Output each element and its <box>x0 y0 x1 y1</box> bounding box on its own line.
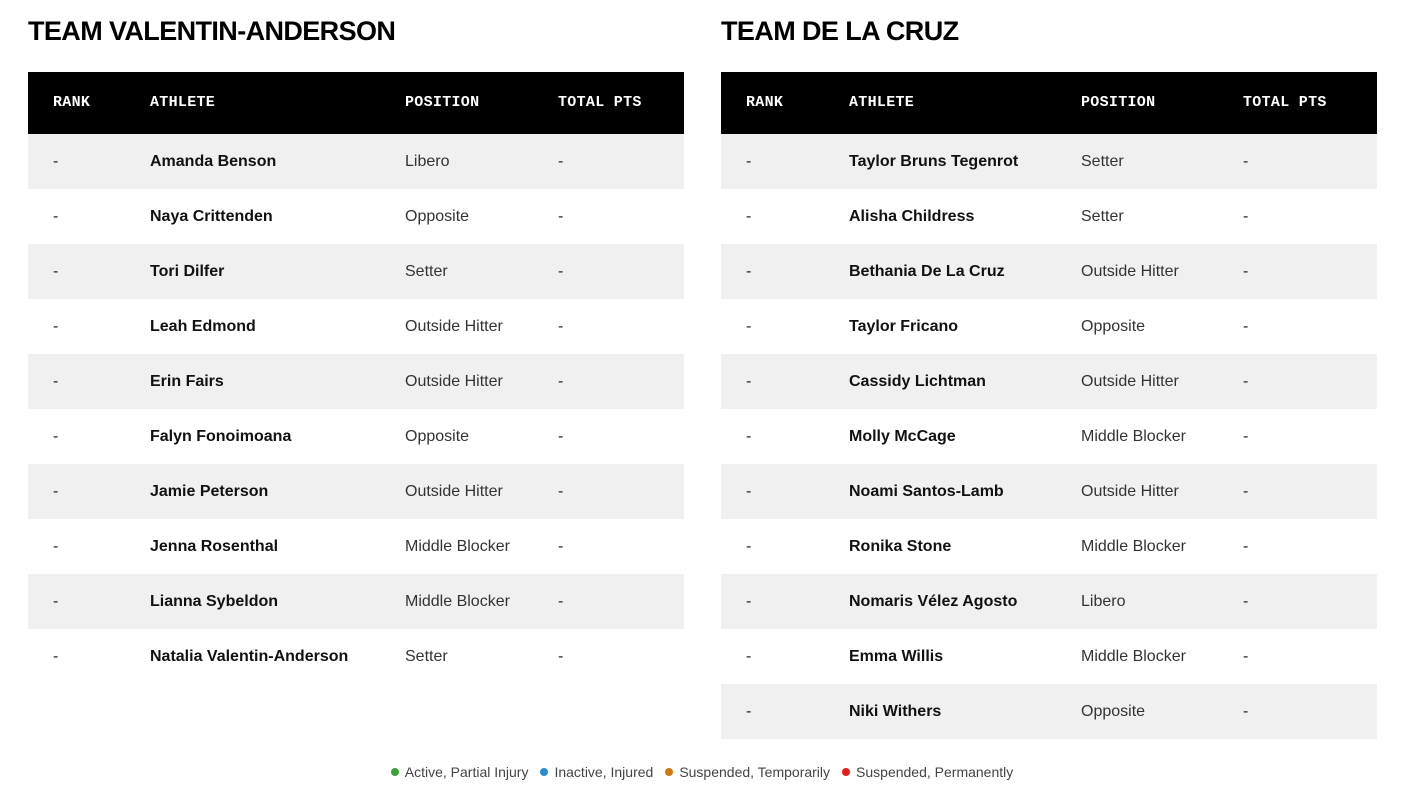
athlete-name: Amanda Benson <box>150 153 277 170</box>
rank-cell: - <box>53 318 59 335</box>
legend-label: Inactive, Injured <box>554 764 654 780</box>
status-dot-icon <box>842 768 850 776</box>
position-cell: Middle Blocker <box>405 593 510 610</box>
table-row <box>28 299 684 354</box>
athlete-name: Ronika Stone <box>849 538 952 555</box>
athlete-name: Jamie Peterson <box>150 483 269 500</box>
rank-cell: - <box>746 648 752 665</box>
table-row <box>28 574 684 629</box>
table-header <box>28 72 684 134</box>
total-pts-cell: - <box>558 483 564 500</box>
column-header-total-pts: TOTAL PTS <box>1243 94 1327 111</box>
position-cell: Middle Blocker <box>405 538 510 555</box>
position-cell: Middle Blocker <box>1081 648 1186 665</box>
rank-cell: - <box>746 428 752 445</box>
legend-label: Suspended, Temporarily <box>679 764 831 780</box>
table-row <box>721 244 1377 299</box>
total-pts-cell: - <box>1243 208 1249 225</box>
rank-cell: - <box>746 538 752 555</box>
table-row <box>721 299 1377 354</box>
table-row <box>28 244 684 299</box>
total-pts-cell: - <box>1243 703 1249 720</box>
table-row <box>28 354 684 409</box>
athlete-name: Molly McCage <box>849 428 956 445</box>
athlete-name: Erin Fairs <box>150 373 224 390</box>
position-cell: Outside Hitter <box>1081 373 1179 390</box>
total-pts-cell: - <box>1243 593 1249 610</box>
total-pts-cell: - <box>558 318 564 335</box>
column-header-position: POSITION <box>405 94 480 111</box>
athlete-name: Jenna Rosenthal <box>150 538 279 555</box>
total-pts-cell: - <box>558 428 564 445</box>
team-title: TEAM DE LA CRUZ <box>721 16 959 46</box>
total-pts-cell: - <box>1243 483 1249 500</box>
athlete-name: Leah Edmond <box>150 318 256 335</box>
athlete-name: Cassidy Lichtman <box>849 373 986 390</box>
table-row <box>721 519 1377 574</box>
rank-cell: - <box>746 593 752 610</box>
athlete-name: Emma Willis <box>849 648 944 665</box>
athlete-name: Falyn Fonoimoana <box>150 428 292 445</box>
total-pts-cell: - <box>558 208 564 225</box>
total-pts-cell: - <box>558 263 564 280</box>
table-row <box>721 354 1377 409</box>
legend-item <box>540 762 653 782</box>
rank-cell: - <box>746 153 752 170</box>
rank-cell: - <box>53 208 59 225</box>
column-header-athlete: ATHLETE <box>849 94 915 111</box>
total-pts-cell: - <box>1243 263 1249 280</box>
total-pts-cell: - <box>558 648 564 665</box>
rank-cell: - <box>746 703 752 720</box>
athlete-name: Naya Crittenden <box>150 208 273 225</box>
status-dot-icon <box>665 768 673 776</box>
rank-cell: - <box>746 483 752 500</box>
table-row <box>721 684 1377 739</box>
rank-cell: - <box>53 483 59 500</box>
table-row <box>721 629 1377 684</box>
table-header <box>721 72 1377 134</box>
athlete-name: Alisha Childress <box>849 208 975 225</box>
rank-cell: - <box>746 263 752 280</box>
position-cell: Opposite <box>1081 703 1146 720</box>
column-header-athlete: ATHLETE <box>150 94 216 111</box>
roster-table <box>28 72 684 684</box>
position-cell: Setter <box>1081 208 1124 225</box>
table-row <box>28 409 684 464</box>
total-pts-cell: - <box>1243 373 1249 390</box>
total-pts-cell: - <box>558 373 564 390</box>
athlete-name: Natalia Valentin-Anderson <box>150 648 349 665</box>
table-row <box>28 629 684 684</box>
total-pts-cell: - <box>558 593 564 610</box>
athlete-name: Taylor Bruns Tegenrot <box>849 153 1019 170</box>
athlete-name: Niki Withers <box>849 703 942 720</box>
total-pts-cell: - <box>1243 318 1249 335</box>
table-row <box>28 134 684 189</box>
position-cell: Outside Hitter <box>405 483 503 500</box>
rank-cell: - <box>53 263 59 280</box>
position-cell: Opposite <box>1081 318 1146 335</box>
rank-cell: - <box>746 208 752 225</box>
table-body <box>721 134 1377 739</box>
status-dot-icon <box>540 768 548 776</box>
legend-label: Active, Partial Injury <box>404 764 529 780</box>
position-cell: Outside Hitter <box>405 373 503 390</box>
table-row <box>28 464 684 519</box>
athlete-name: Taylor Fricano <box>849 318 959 335</box>
table-body <box>28 134 684 684</box>
position-cell: Setter <box>1081 153 1124 170</box>
total-pts-cell: - <box>558 153 564 170</box>
status-legend <box>0 762 1404 782</box>
position-cell: Outside Hitter <box>1081 483 1179 500</box>
total-pts-cell: - <box>1243 428 1249 445</box>
table-row <box>28 519 684 574</box>
total-pts-cell: - <box>1243 648 1249 665</box>
roster-table <box>721 72 1377 739</box>
status-dot-icon <box>391 768 399 776</box>
position-cell: Outside Hitter <box>405 318 503 335</box>
rank-cell: - <box>53 428 59 445</box>
position-cell: Setter <box>405 263 448 280</box>
rank-cell: - <box>53 593 59 610</box>
table-row <box>721 134 1377 189</box>
rank-cell: - <box>53 373 59 390</box>
position-cell: Middle Blocker <box>1081 428 1186 445</box>
table-row <box>721 574 1377 629</box>
column-header-rank: RANK <box>53 94 91 111</box>
position-cell: Libero <box>405 153 450 170</box>
column-header-position: POSITION <box>1081 94 1156 111</box>
total-pts-cell: - <box>1243 153 1249 170</box>
legend-item <box>842 762 1013 782</box>
rank-cell: - <box>53 153 59 170</box>
total-pts-cell: - <box>558 538 564 555</box>
rank-cell: - <box>746 318 752 335</box>
position-cell: Middle Blocker <box>1081 538 1186 555</box>
athlete-name: Tori Dilfer <box>150 263 225 280</box>
team-title: TEAM VALENTIN-ANDERSON <box>28 16 396 46</box>
athlete-name: Bethania De La Cruz <box>849 263 1005 280</box>
table-row <box>721 189 1377 244</box>
rank-cell: - <box>53 648 59 665</box>
rank-cell: - <box>53 538 59 555</box>
legend-item <box>665 762 830 782</box>
position-cell: Setter <box>405 648 448 665</box>
rank-cell: - <box>746 373 752 390</box>
table-row <box>721 464 1377 519</box>
position-cell: Opposite <box>405 428 470 445</box>
legend-label: Suspended, Permanently <box>856 764 1014 780</box>
table-row <box>28 189 684 244</box>
legend-item <box>391 762 529 782</box>
total-pts-cell: - <box>1243 538 1249 555</box>
athlete-name: Noami Santos-Lamb <box>849 483 1004 500</box>
athlete-name: Lianna Sybeldon <box>150 593 279 610</box>
column-header-rank: RANK <box>746 94 784 111</box>
position-cell: Opposite <box>405 208 470 225</box>
column-header-total-pts: TOTAL PTS <box>558 94 642 111</box>
position-cell: Outside Hitter <box>1081 263 1179 280</box>
table-row <box>721 409 1377 464</box>
position-cell: Libero <box>1081 593 1126 610</box>
athlete-name: Nomaris Vélez Agosto <box>849 593 1018 610</box>
